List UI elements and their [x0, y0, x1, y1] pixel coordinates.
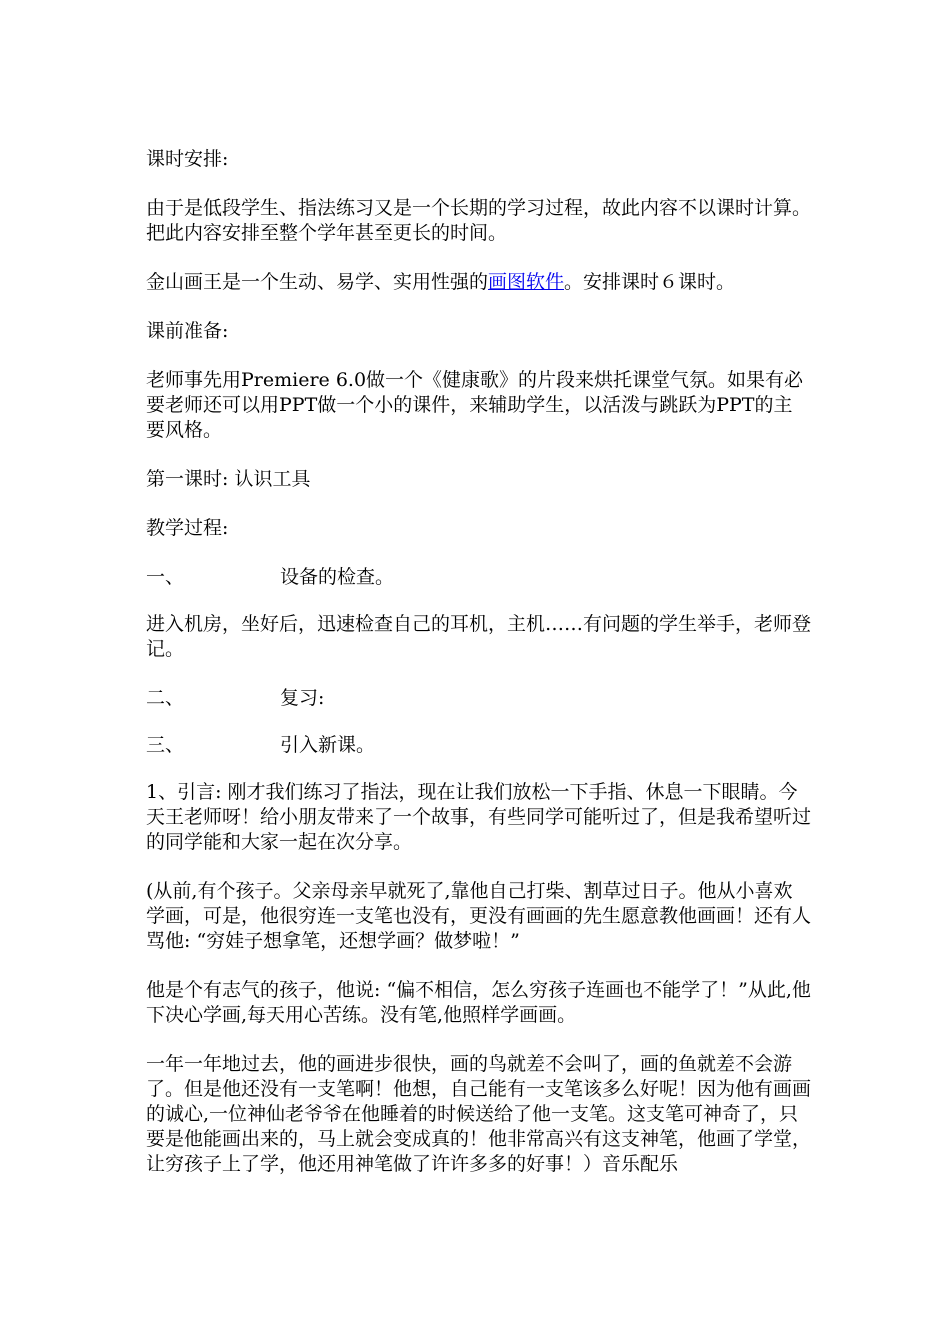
paragraph-introduction: 1、引言: 刚才我们练习了指法，现在让我们放松一下手指、休息一下眼睛。今天王老师呀！给小朋友带来了一个故事，有些同学可能听过了，但是我希望听过的同学能和大家一起在次分享。 — [146, 781, 812, 853]
section-one — [146, 565, 811, 590]
section-two — [146, 686, 811, 711]
section-two-number: 二、 — [146, 687, 185, 709]
heading-lesson-one: 第一课时: 认识工具 — [146, 468, 311, 490]
paragraph-equipment-check: 进入机房，坐好后，迅速检查自己的耳机，主机……有问题的学生举手，老师登记。 — [146, 613, 812, 660]
section-three-title: 引入新课。 — [280, 734, 376, 756]
section-one-title: 设备的检查。 — [280, 566, 395, 588]
paragraph-software-intro — [146, 270, 811, 295]
paragraph-preparation: 老师事先用Premiere 6.0做一个《健康歌》的片段来烘托课堂气氛。如果有必要老师还可以用PPT做一个小的课件，来辅助学生，以活泼与跳跃为PPT的主要风格。 — [146, 369, 804, 441]
software-intro-text: 金山画王是一个生动、易学、实用性强的 — [146, 271, 489, 293]
software-intro-hours: 。安排课时６课时。 — [564, 271, 736, 293]
drawing-software-link[interactable]: 画图软件 — [488, 271, 565, 293]
paragraph-story-3: 一年一年地过去，他的画进步很快，画的鸟就差不会叫了，画的鱼就差不会游了。但是他还没有一支笔啊！他想，自己能有一支笔该多么好呢！因为他有画画的诚心,一位神仙老爷爷在他睡着的时候送给了他一支笔。这支笔可神奇了，只要是他能画出来的，马上就会变成真的！他非常高兴有这支神笔，他画了学堂，让穷孩子上了学，他还用神笔做了许许多多的好事！）音乐配乐 — [146, 1053, 812, 1175]
heading-class-schedule: 课时安排: — [146, 148, 229, 170]
heading-preparation: 课前准备: — [146, 320, 229, 342]
paragraph-story-1: (从前,有个孩子。父亲母亲早就死了,靠他自己打柴、割草过日子。他从小喜欢学画，可是，他很穷连一支笔也没有，更没有画画的先生愿意教他画画！还有人骂他: “穷娃子想拿笔，还想学画？做梦啦！” — [146, 880, 812, 952]
paragraph-story-2: 他是个有志气的孩子，他说: “偏不相信，怎么穷孩子连画也不能学了！”从此,他下决心学画,每天用心苦练。没有笔,他照样学画画。 — [146, 979, 811, 1026]
section-three-number: 三、 — [146, 734, 185, 756]
document-body — [146, 147, 811, 1201]
paragraph-schedule-description: 由于是低段学生、指法练习又是一个长期的学习过程，故此内容不以课时计算。把此内容安排至整个学年甚至更长的时间。 — [146, 197, 812, 244]
section-three — [146, 733, 811, 758]
section-two-title: 复习: — [280, 687, 325, 709]
section-one-number: 一、 — [146, 566, 185, 588]
heading-teaching-process: 教学过程: — [146, 517, 229, 539]
